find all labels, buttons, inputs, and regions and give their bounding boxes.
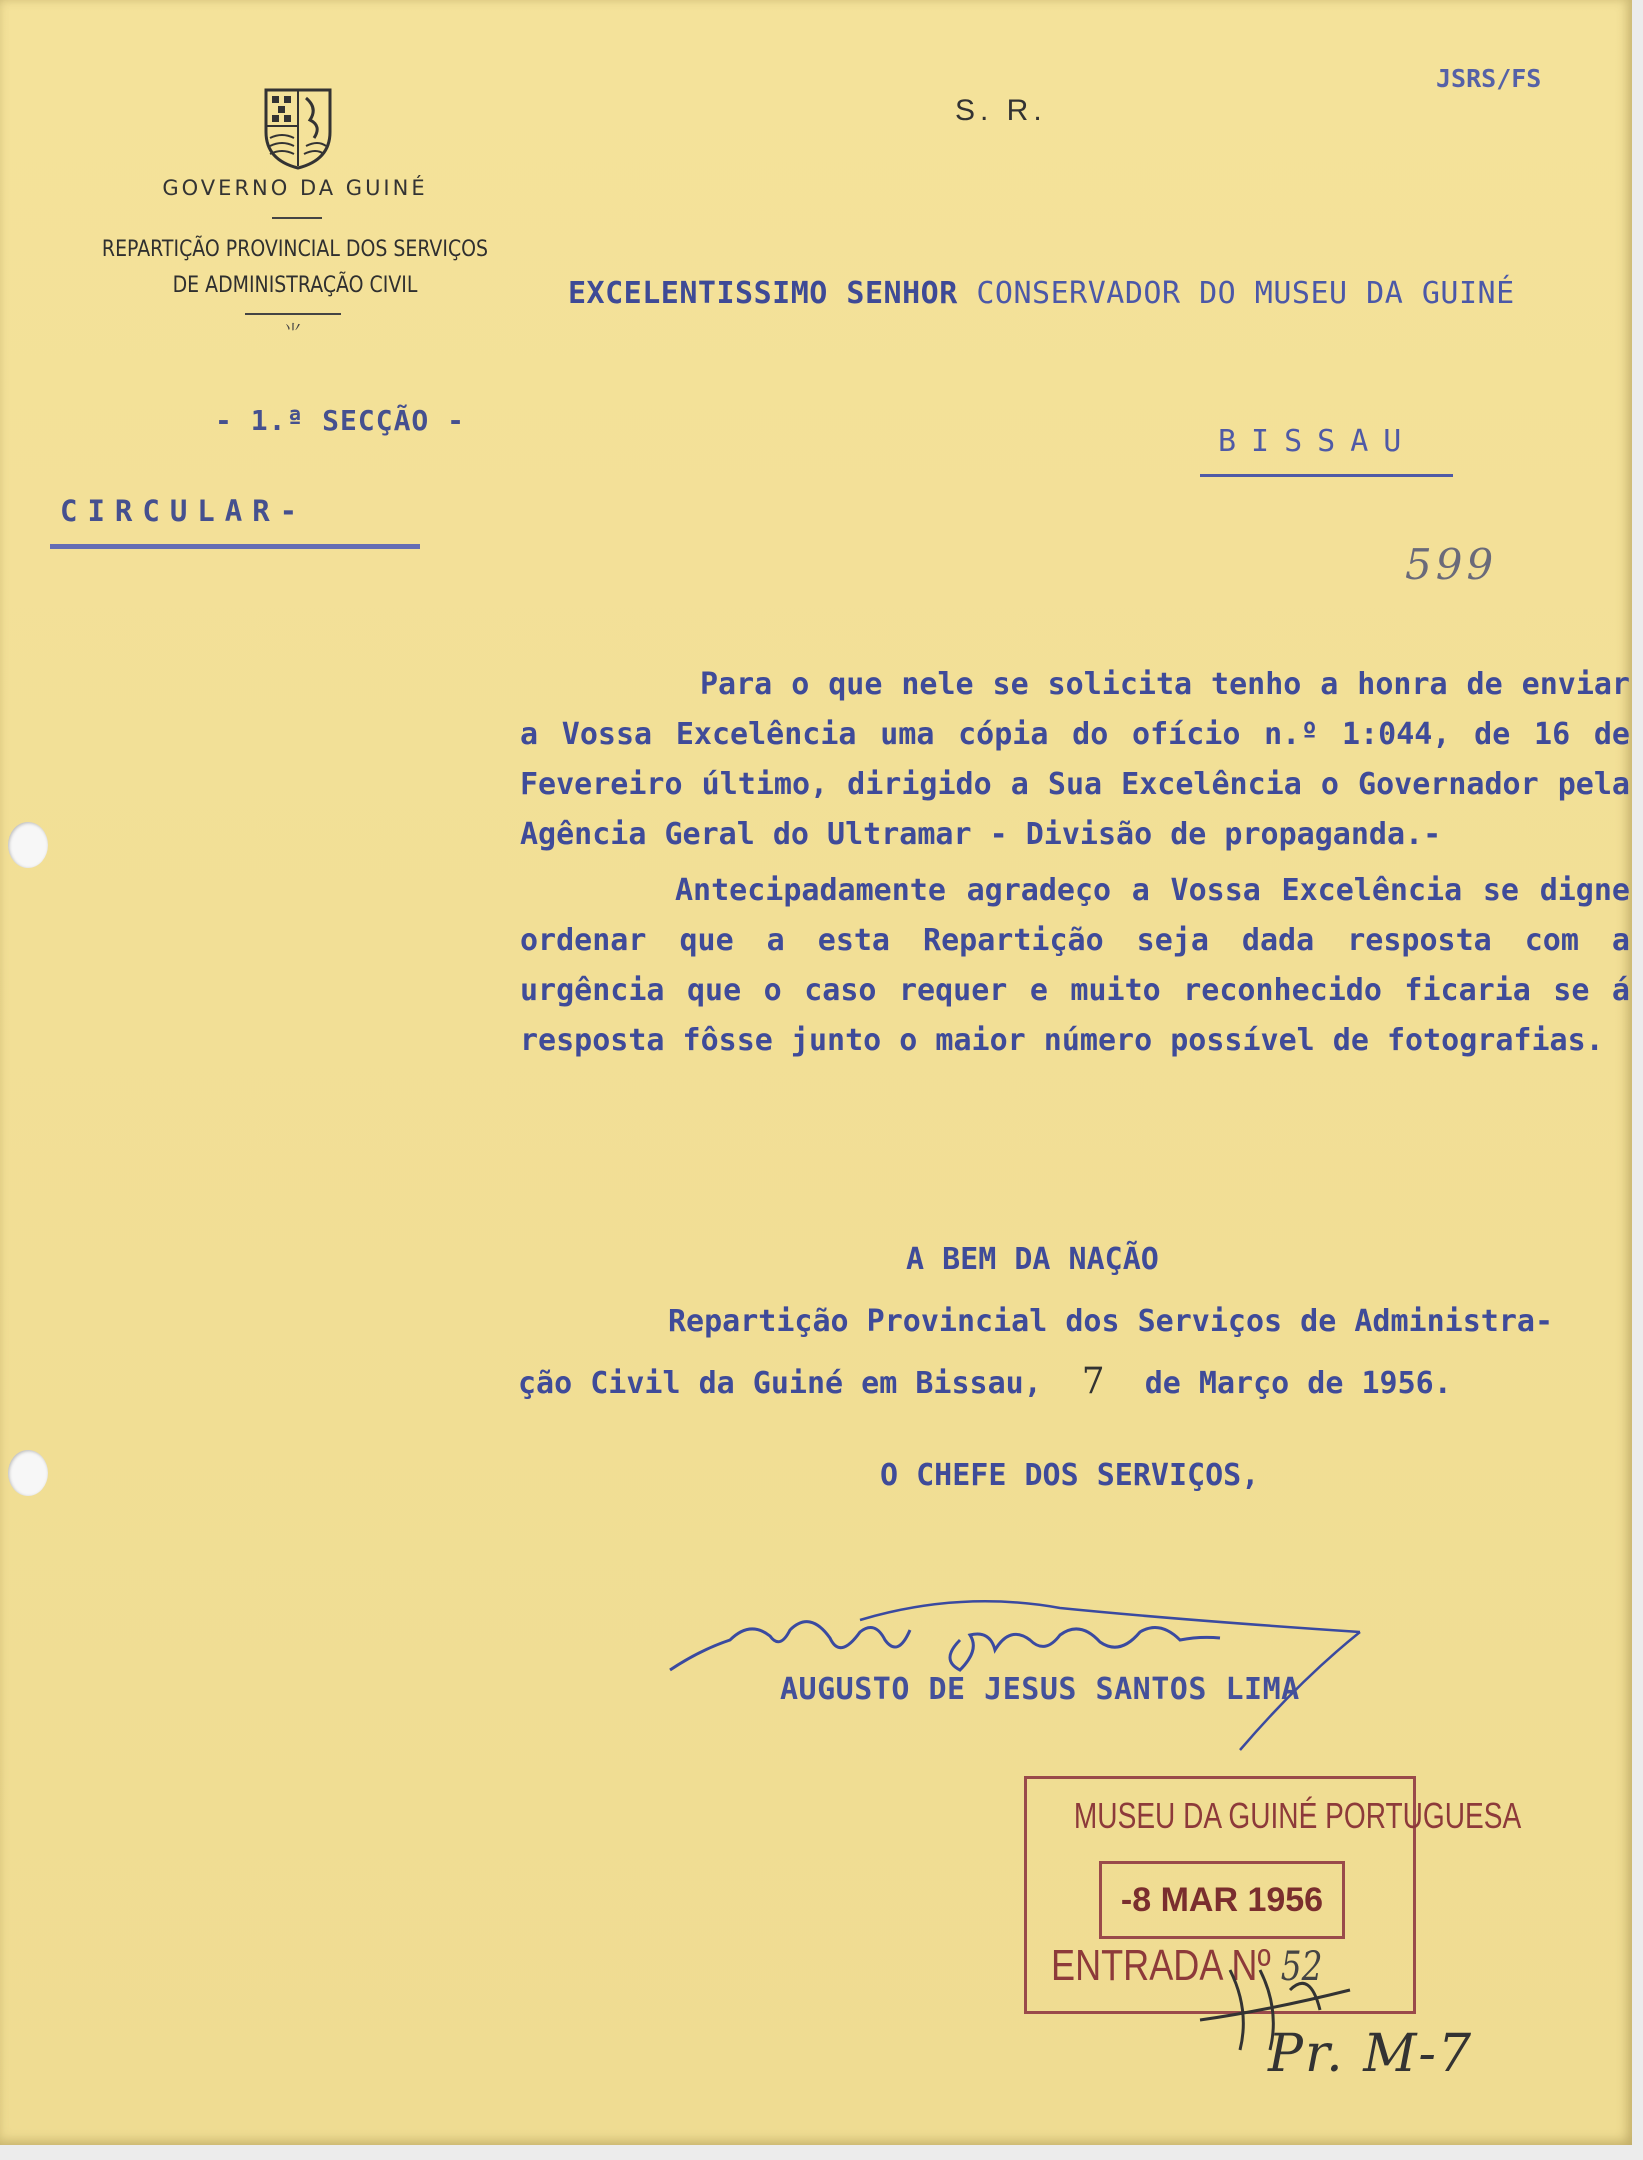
sr-mark: S. R.: [955, 94, 1047, 127]
letter-body: [520, 660, 1630, 1066]
office-line-2-suffix: de Março de 1956.: [1144, 1366, 1452, 1401]
office-line-1: Repartição Provincial dos Serviços de Administra-: [668, 1304, 1554, 1339]
closing-motto: A BEM DA NAÇÃO: [906, 1242, 1159, 1277]
letterhead-divider: [245, 313, 341, 315]
recipient-address: [568, 276, 1515, 311]
stamp-entry-number: 52: [1280, 1944, 1323, 1990]
handwritten-annotation: Pr. M-7: [1268, 2024, 1474, 2084]
punch-hole: [8, 1450, 48, 1496]
recipient: CONSERVADOR DO MUSEU DA GUINÉ: [976, 276, 1515, 311]
letterhead-government: GOVERNO DA GUINÉ: [162, 176, 428, 200]
letterhead-divider: [272, 217, 322, 219]
recipient-city: BISSAU: [1218, 424, 1417, 459]
signatory-name: AUGUSTO DE JESUS SANTOS LIMA: [780, 1672, 1300, 1707]
signatory-title: O CHEFE DOS SERVIÇOS,: [880, 1458, 1260, 1493]
body-paragraph: Para o que nele se solicita tenho a honra de enviar a Vossa Excelência uma cópia do ofício n.º 1:044, de 16 de Fevereiro último, dirigido a Sua Excelência o Governador pela Agência Geral do Ultramar - Divisão de propaganda.-: [520, 667, 1630, 852]
handwritten-number: 599: [1405, 540, 1498, 589]
document-type-underline: [50, 544, 420, 549]
letterhead-department: [76, 232, 515, 304]
office-and-date: [518, 1292, 1628, 1414]
office-line-2-prefix: ção Civil da Guiné em Bissau,: [518, 1366, 1042, 1401]
salutation: EXCELENTISSIMO SENHOR: [568, 276, 958, 311]
reference-code: JSRS/FS: [1436, 64, 1542, 93]
body-paragraph: Antecipadamente agradeço a Vossa Excelência se digne ordenar que a esta Repartição seja dada resposta com a urgência que o caso requer e muito reconhecido ficaria se á resposta fôsse junto o maior número possível de fotografias.: [520, 873, 1630, 1058]
section-label: - 1.ª SECÇÃO -: [215, 404, 466, 437]
office-line-2: [518, 1352, 1628, 1414]
city-underline: [1200, 474, 1453, 477]
department-line-2: DE ADMINISTRAÇÃO CIVIL: [172, 273, 418, 298]
department-line-1: REPARTIÇÃO PROVINCIAL DOS SERVIÇOS: [101, 237, 489, 262]
date-day: 7: [1081, 1361, 1105, 1402]
coat-of-arms-icon: [262, 86, 334, 170]
punch-hole: [8, 822, 48, 868]
handwritten-signature: [660, 1580, 1400, 1760]
document-type: CIRCULAR-: [60, 494, 308, 528]
stamp-title: MUSEU DA GUINÉ PORTUGUESA: [1073, 1795, 1522, 1836]
stamp-date: -8 MAR 1956: [1099, 1861, 1345, 1939]
stamp-entry-label: ENTRADA Nº: [1051, 1941, 1271, 1990]
letterhead-ornament: ⺌: [284, 322, 302, 343]
